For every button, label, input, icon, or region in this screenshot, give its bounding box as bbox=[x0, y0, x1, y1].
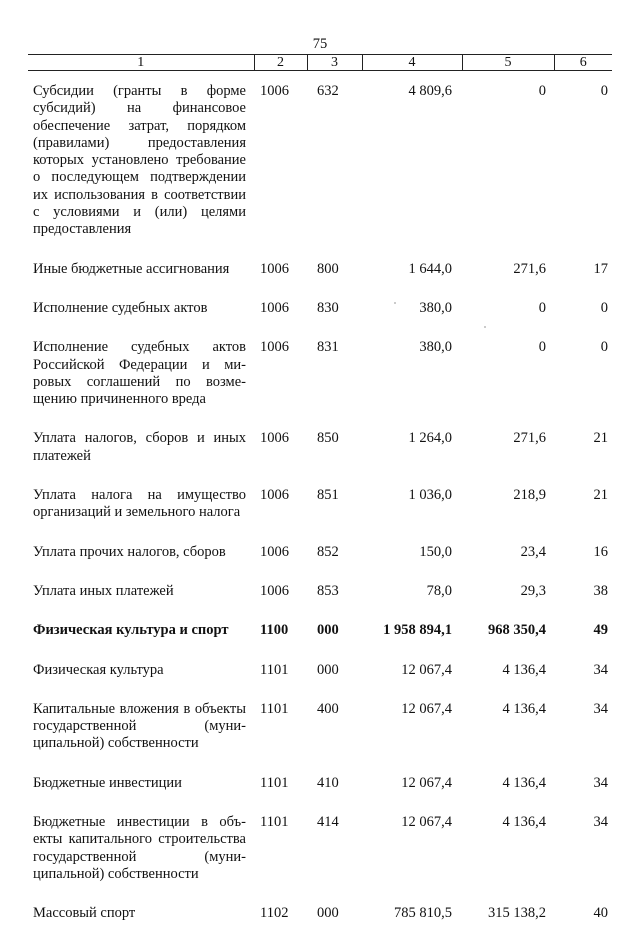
table-row bbox=[28, 71, 612, 251]
row-section-cell: 1006 bbox=[260, 260, 289, 277]
row-name-cell: Капитальные вложения в объекты государственной (муниципальной) собственности bbox=[33, 700, 246, 752]
row-section-cell: 1006 bbox=[260, 487, 289, 504]
row-name-cell: Физическая культура bbox=[33, 661, 164, 678]
row-type-cell: 853 bbox=[317, 582, 339, 599]
page-number: 75 bbox=[312, 36, 328, 52]
table-row bbox=[28, 290, 612, 329]
table-row bbox=[28, 652, 612, 691]
column-header-6: 6 bbox=[554, 55, 612, 71]
row-done-cell: 218,9 bbox=[513, 487, 546, 504]
row-percent-cell: 38 bbox=[593, 582, 608, 599]
row-done-cell: 968 350,4 bbox=[488, 622, 546, 639]
row-done-cell: 4 136,4 bbox=[502, 774, 546, 791]
row-section-cell: 1006 bbox=[260, 543, 289, 560]
row-percent-cell: 40 bbox=[593, 905, 608, 922]
row-section-cell: 1102 bbox=[260, 905, 289, 922]
row-type-cell: 000 bbox=[317, 905, 339, 922]
row-name-cell: Исполнение судебных актов Российской Федерации и мировых соглашений по возмещению причиненного вреда bbox=[33, 339, 246, 408]
column-header-1: 1 bbox=[28, 55, 254, 71]
row-plan-cell: 1 958 894,1 bbox=[383, 622, 452, 639]
row-plan-cell: 78,0 bbox=[426, 582, 452, 599]
row-section-cell: 1006 bbox=[260, 339, 289, 356]
row-name-cell: Уплата прочих налогов, сборов bbox=[33, 543, 226, 560]
row-name-cell: Бюджетные инвестиции в объекты капитального строительства государственной (муниципальной) собственности bbox=[33, 814, 246, 882]
column-header-3: 3 bbox=[307, 55, 362, 71]
row-section-cell: 1006 bbox=[260, 430, 289, 447]
row-done-cell: 29,3 bbox=[520, 582, 546, 599]
row-plan-cell: 1 036,0 bbox=[408, 487, 452, 504]
row-plan-cell: 12 067,4 bbox=[401, 700, 452, 717]
row-plan-cell: 1 644,0 bbox=[408, 260, 452, 277]
row-name-cell: Иные бюджетные ассигнования bbox=[33, 260, 230, 277]
row-percent-cell: 34 bbox=[593, 661, 608, 678]
row-type-cell: 852 bbox=[317, 543, 339, 560]
row-type-cell: 830 bbox=[317, 299, 339, 316]
row-name-cell: Уплата налога на имущество организаций и земельного налога bbox=[33, 487, 246, 521]
table-row bbox=[28, 420, 612, 477]
row-done-cell: 0 bbox=[538, 339, 546, 356]
row-percent-cell: 16 bbox=[593, 543, 608, 560]
row-percent-cell: 34 bbox=[593, 814, 608, 831]
row-section-cell: 1006 bbox=[260, 299, 289, 316]
table-row bbox=[28, 477, 612, 534]
row-percent-cell: 21 bbox=[593, 487, 608, 504]
row-percent-cell: 17 bbox=[593, 260, 608, 277]
row-done-cell: 4 136,4 bbox=[502, 661, 546, 678]
row-section-cell: 1101 bbox=[260, 700, 289, 717]
row-plan-cell: 380,0 bbox=[419, 339, 452, 356]
table-row bbox=[28, 573, 612, 612]
table-row bbox=[28, 804, 612, 895]
row-type-cell: 000 bbox=[317, 622, 339, 639]
row-name-cell: Физическая культура и спорт bbox=[33, 622, 229, 639]
row-percent-cell: 34 bbox=[593, 774, 608, 791]
row-name-cell: Субсидии (гранты в форме субсидий) на финансовое обеспечение затрат, порядком (правилами) предоставления которых установлено требование о последующем подтверждении их использования в соответствии с условиями и (или) целями предоставления bbox=[33, 83, 246, 238]
row-done-cell: 271,6 bbox=[513, 260, 546, 277]
row-section-cell: 1101 bbox=[260, 774, 289, 791]
row-percent-cell: 34 bbox=[593, 700, 608, 717]
column-header-4: 4 bbox=[362, 55, 462, 71]
row-section-cell: 1006 bbox=[260, 582, 289, 599]
row-section-cell: 1101 bbox=[260, 814, 289, 831]
row-percent-cell: 0 bbox=[600, 299, 608, 316]
row-percent-cell: 49 bbox=[593, 622, 608, 639]
table-row bbox=[28, 329, 612, 420]
row-type-cell: 400 bbox=[317, 700, 339, 717]
row-name-cell: Массовый спорт bbox=[33, 905, 136, 922]
row-section-cell: 1100 bbox=[260, 622, 289, 639]
row-percent-cell: 0 bbox=[600, 83, 608, 99]
budget-table bbox=[28, 54, 612, 935]
row-type-cell: 410 bbox=[317, 774, 339, 791]
scan-speck bbox=[484, 326, 486, 328]
table-body bbox=[28, 71, 612, 935]
row-done-cell: 271,6 bbox=[513, 430, 546, 447]
row-done-cell: 315 138,2 bbox=[488, 905, 546, 922]
row-type-cell: 632 bbox=[317, 83, 339, 99]
row-plan-cell: 12 067,4 bbox=[401, 814, 452, 831]
column-header-5: 5 bbox=[462, 55, 554, 71]
row-name-cell: Уплата иных платежей bbox=[33, 582, 174, 599]
row-name-cell: Исполнение судебных актов bbox=[33, 299, 208, 316]
row-done-cell: 23,4 bbox=[520, 543, 546, 560]
scan-speck bbox=[394, 302, 396, 304]
column-header-2: 2 bbox=[254, 55, 307, 71]
row-type-cell: 000 bbox=[317, 661, 339, 678]
row-type-cell: 800 bbox=[317, 260, 339, 277]
row-section-cell: 1006 bbox=[260, 83, 289, 99]
row-plan-cell: 12 067,4 bbox=[401, 661, 452, 678]
table-header-row bbox=[28, 55, 612, 71]
row-type-cell: 831 bbox=[317, 339, 339, 356]
table-row bbox=[28, 534, 612, 573]
row-plan-cell: 380,0 bbox=[419, 299, 452, 316]
row-done-cell: 0 bbox=[538, 83, 546, 99]
table-row bbox=[28, 765, 612, 804]
row-done-cell: 4 136,4 bbox=[502, 814, 546, 831]
row-plan-cell: 150,0 bbox=[419, 543, 452, 560]
row-type-cell: 414 bbox=[317, 814, 339, 831]
row-percent-cell: 0 bbox=[600, 339, 608, 356]
table-row bbox=[28, 612, 612, 651]
row-done-cell: 0 bbox=[538, 299, 546, 316]
row-name-cell: Бюджетные инвестиции bbox=[33, 774, 182, 791]
table-row bbox=[28, 895, 612, 934]
table-row bbox=[28, 251, 612, 290]
row-type-cell: 851 bbox=[317, 487, 339, 504]
row-section-cell: 1101 bbox=[260, 661, 289, 678]
row-type-cell: 850 bbox=[317, 430, 339, 447]
table-row bbox=[28, 691, 612, 765]
row-done-cell: 4 136,4 bbox=[502, 700, 546, 717]
row-plan-cell: 785 810,5 bbox=[394, 905, 452, 922]
row-plan-cell: 4 809,6 bbox=[408, 83, 452, 99]
row-name-cell: Уплата налогов, сборов и иных платежей bbox=[33, 430, 246, 464]
row-plan-cell: 12 067,4 bbox=[401, 774, 452, 791]
row-plan-cell: 1 264,0 bbox=[408, 430, 452, 447]
row-percent-cell: 21 bbox=[593, 430, 608, 447]
